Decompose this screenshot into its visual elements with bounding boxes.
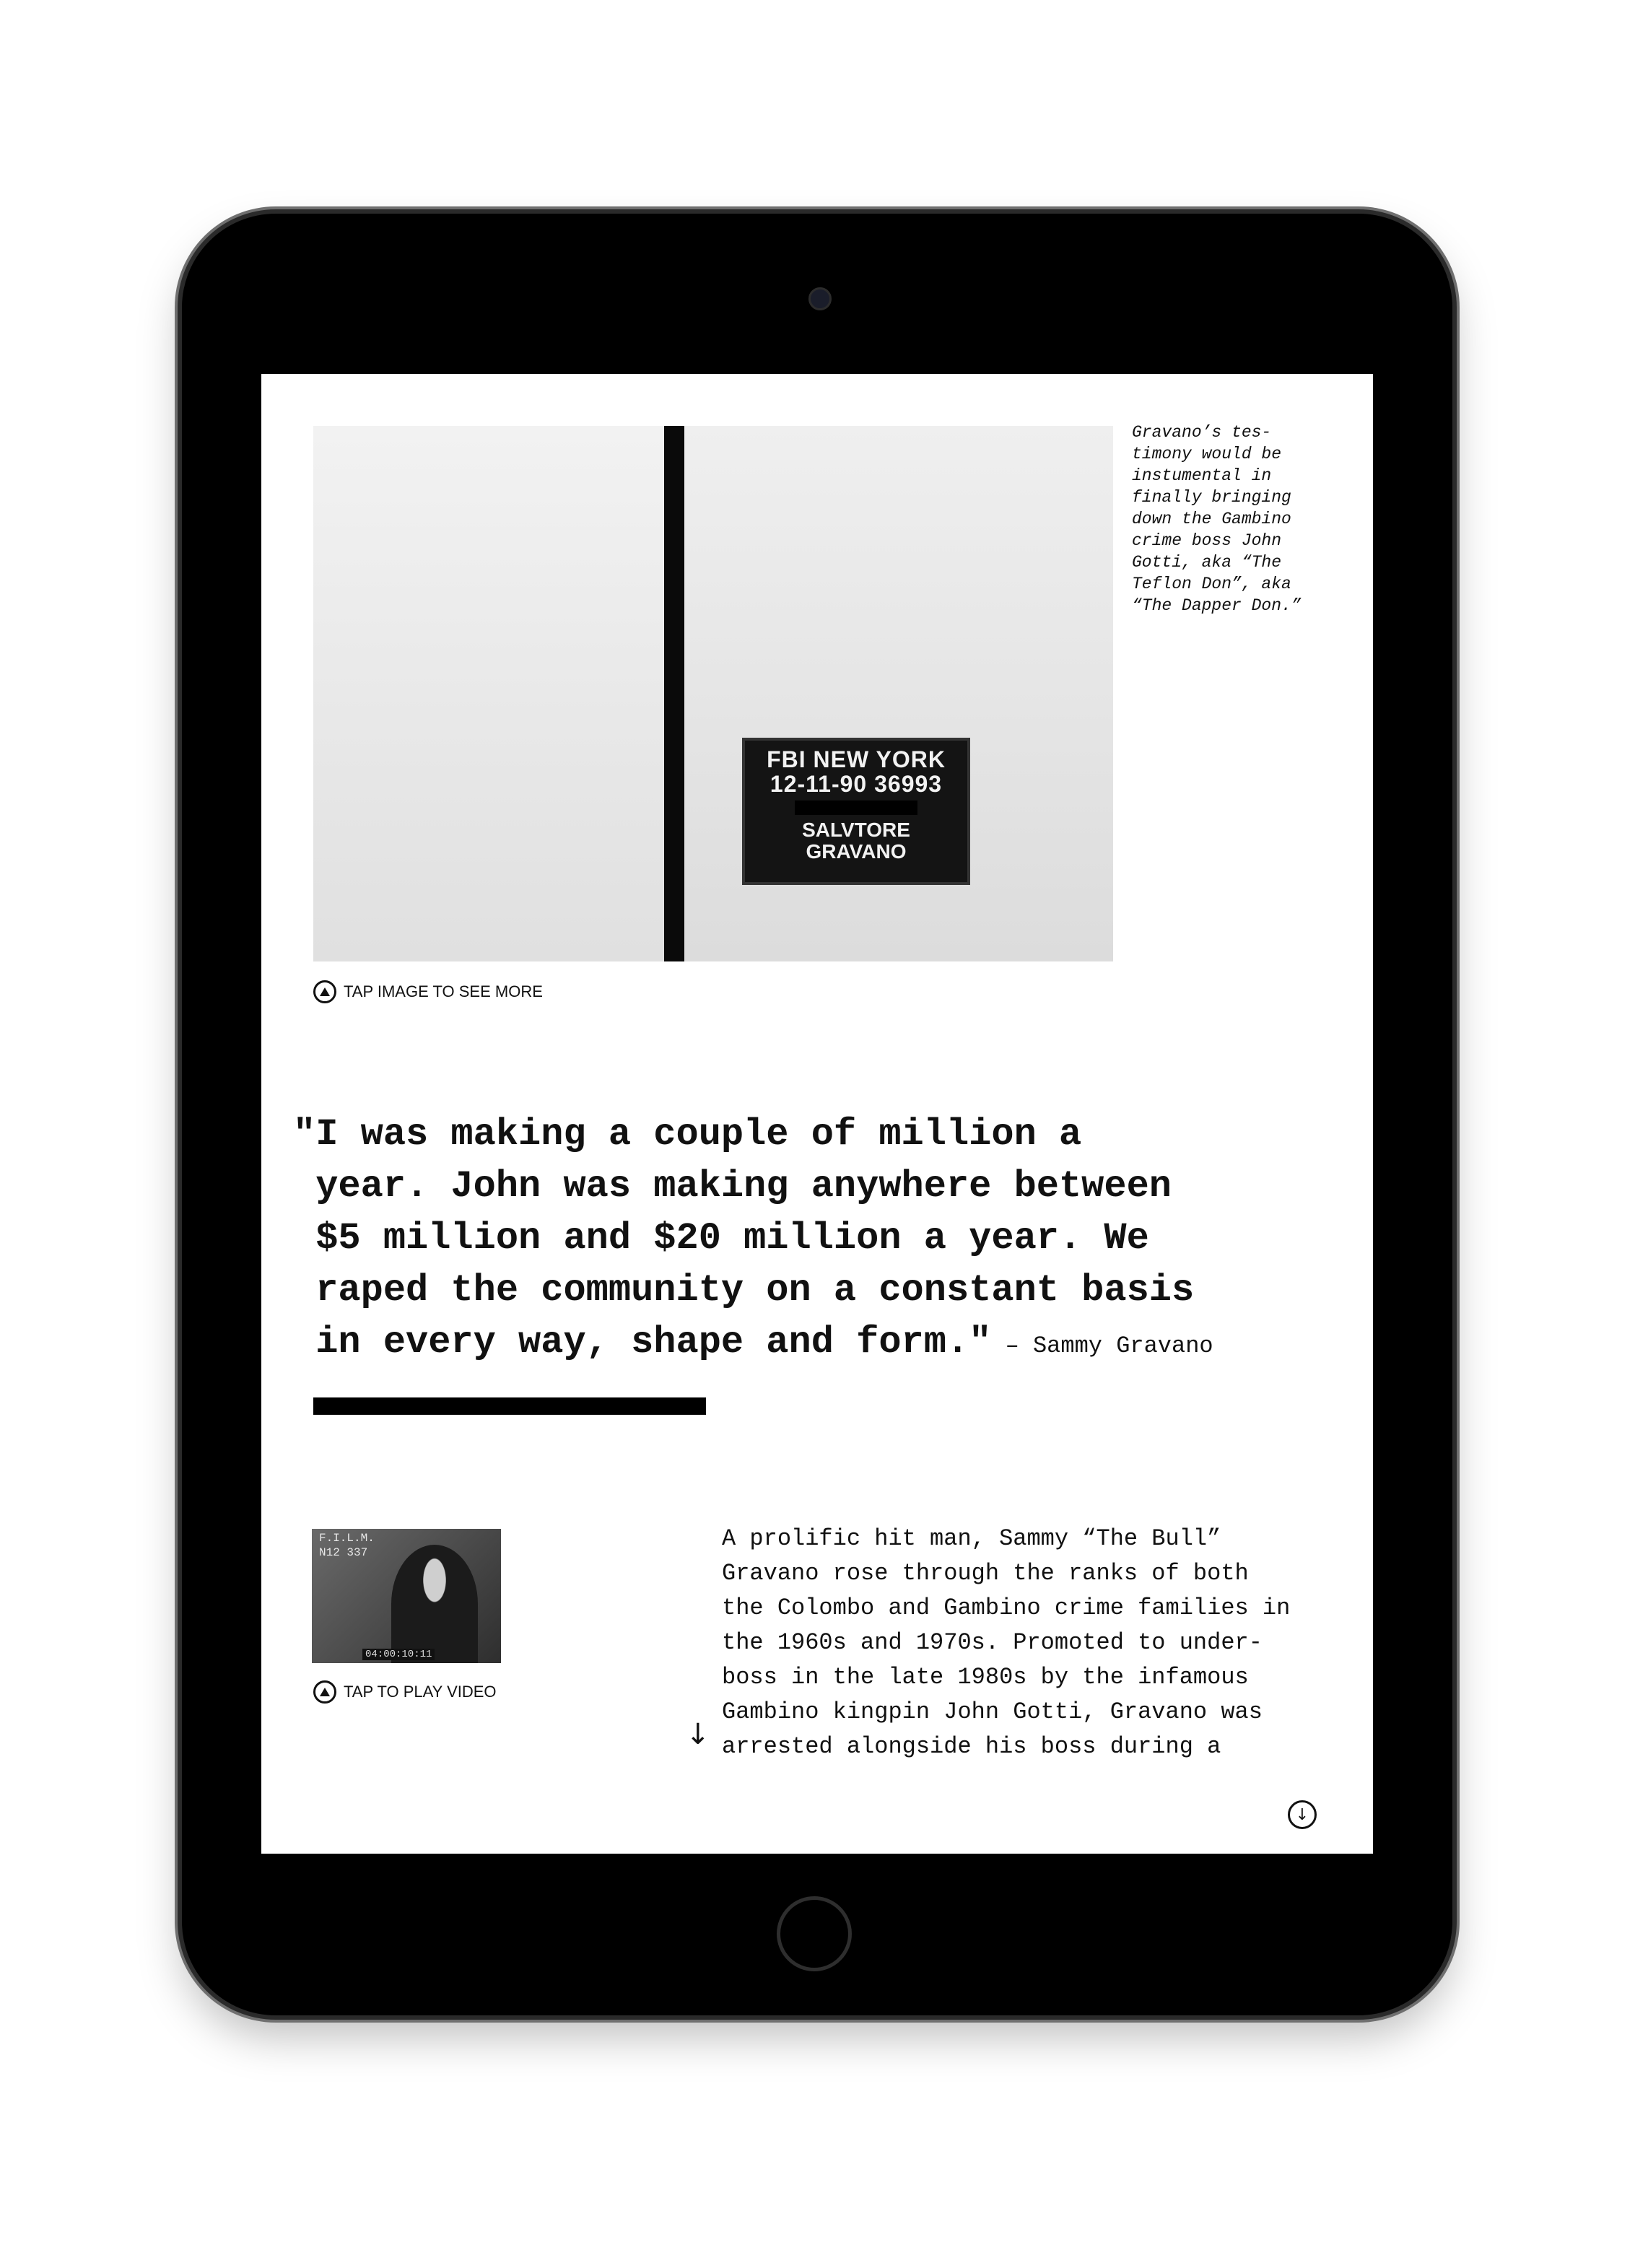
mugshot-image[interactable] — [313, 426, 1113, 961]
circle-up-triangle-icon — [313, 980, 336, 1003]
video-thumbnail[interactable] — [312, 1529, 501, 1663]
photo-divider — [664, 426, 684, 961]
tap-image-button[interactable] — [313, 980, 543, 1003]
pull-quote — [293, 1109, 1347, 1372]
down-arrow-icon: ↓ — [686, 1718, 710, 1751]
tap-play-video-button[interactable] — [313, 1680, 497, 1704]
camera-icon — [808, 287, 832, 310]
profile-photo — [313, 426, 664, 961]
home-button[interactable] — [777, 1896, 852, 1971]
video-timecode: 04:00:10:11 — [362, 1649, 435, 1660]
tap-video-label: TAP TO PLAY VIDEO — [344, 1683, 497, 1701]
placard-line1: FBI NEW YORK — [767, 746, 946, 772]
redaction-bar — [795, 801, 917, 815]
placard-line4: GRAVANO — [806, 839, 907, 863]
video-overlay-line2: N12 337 — [319, 1546, 368, 1559]
tap-image-label: TAP IMAGE TO SEE MORE — [344, 982, 543, 1000]
quote-attribution: – Sammy Gravano — [991, 1333, 1213, 1359]
article-screen — [261, 374, 1373, 1854]
circle-down-arrow-icon[interactable]: ↓ — [1288, 1800, 1317, 1829]
quote-text: "I was making a couple of million a year. John was making anywhere between $5 million and $20 million a year. We raped the community on a constant basis in every way, shape and form." — [293, 1113, 1195, 1364]
article-body: A prolific hit man, Sammy “The Bull” Gravano rose through the ranks of both the Colombo and Gambino crime families in the 1960s and 1970s. Promoted to under- boss in the late 1980s by the infamous Gambino kingpin John Gotti, Gravano was arrested alongside his boss during a — [722, 1525, 1291, 1760]
placard-line3: SALVTORE — [802, 819, 910, 842]
quote-rule — [313, 1397, 706, 1415]
placard-line2: 12-11-90 36993 — [769, 770, 943, 797]
video-overlay-line1: F.I.L.M. — [319, 1532, 375, 1545]
video-still-figure — [391, 1545, 478, 1663]
booking-placard — [742, 738, 970, 885]
sidebar-caption: Gravano’s tes- timony would be instumental in finally bringing down the Gambino crime boss John Gotti, aka “The Teflon Don”, aka “The Dapper Don.” — [1132, 423, 1302, 615]
circle-up-triangle-icon — [313, 1680, 336, 1704]
